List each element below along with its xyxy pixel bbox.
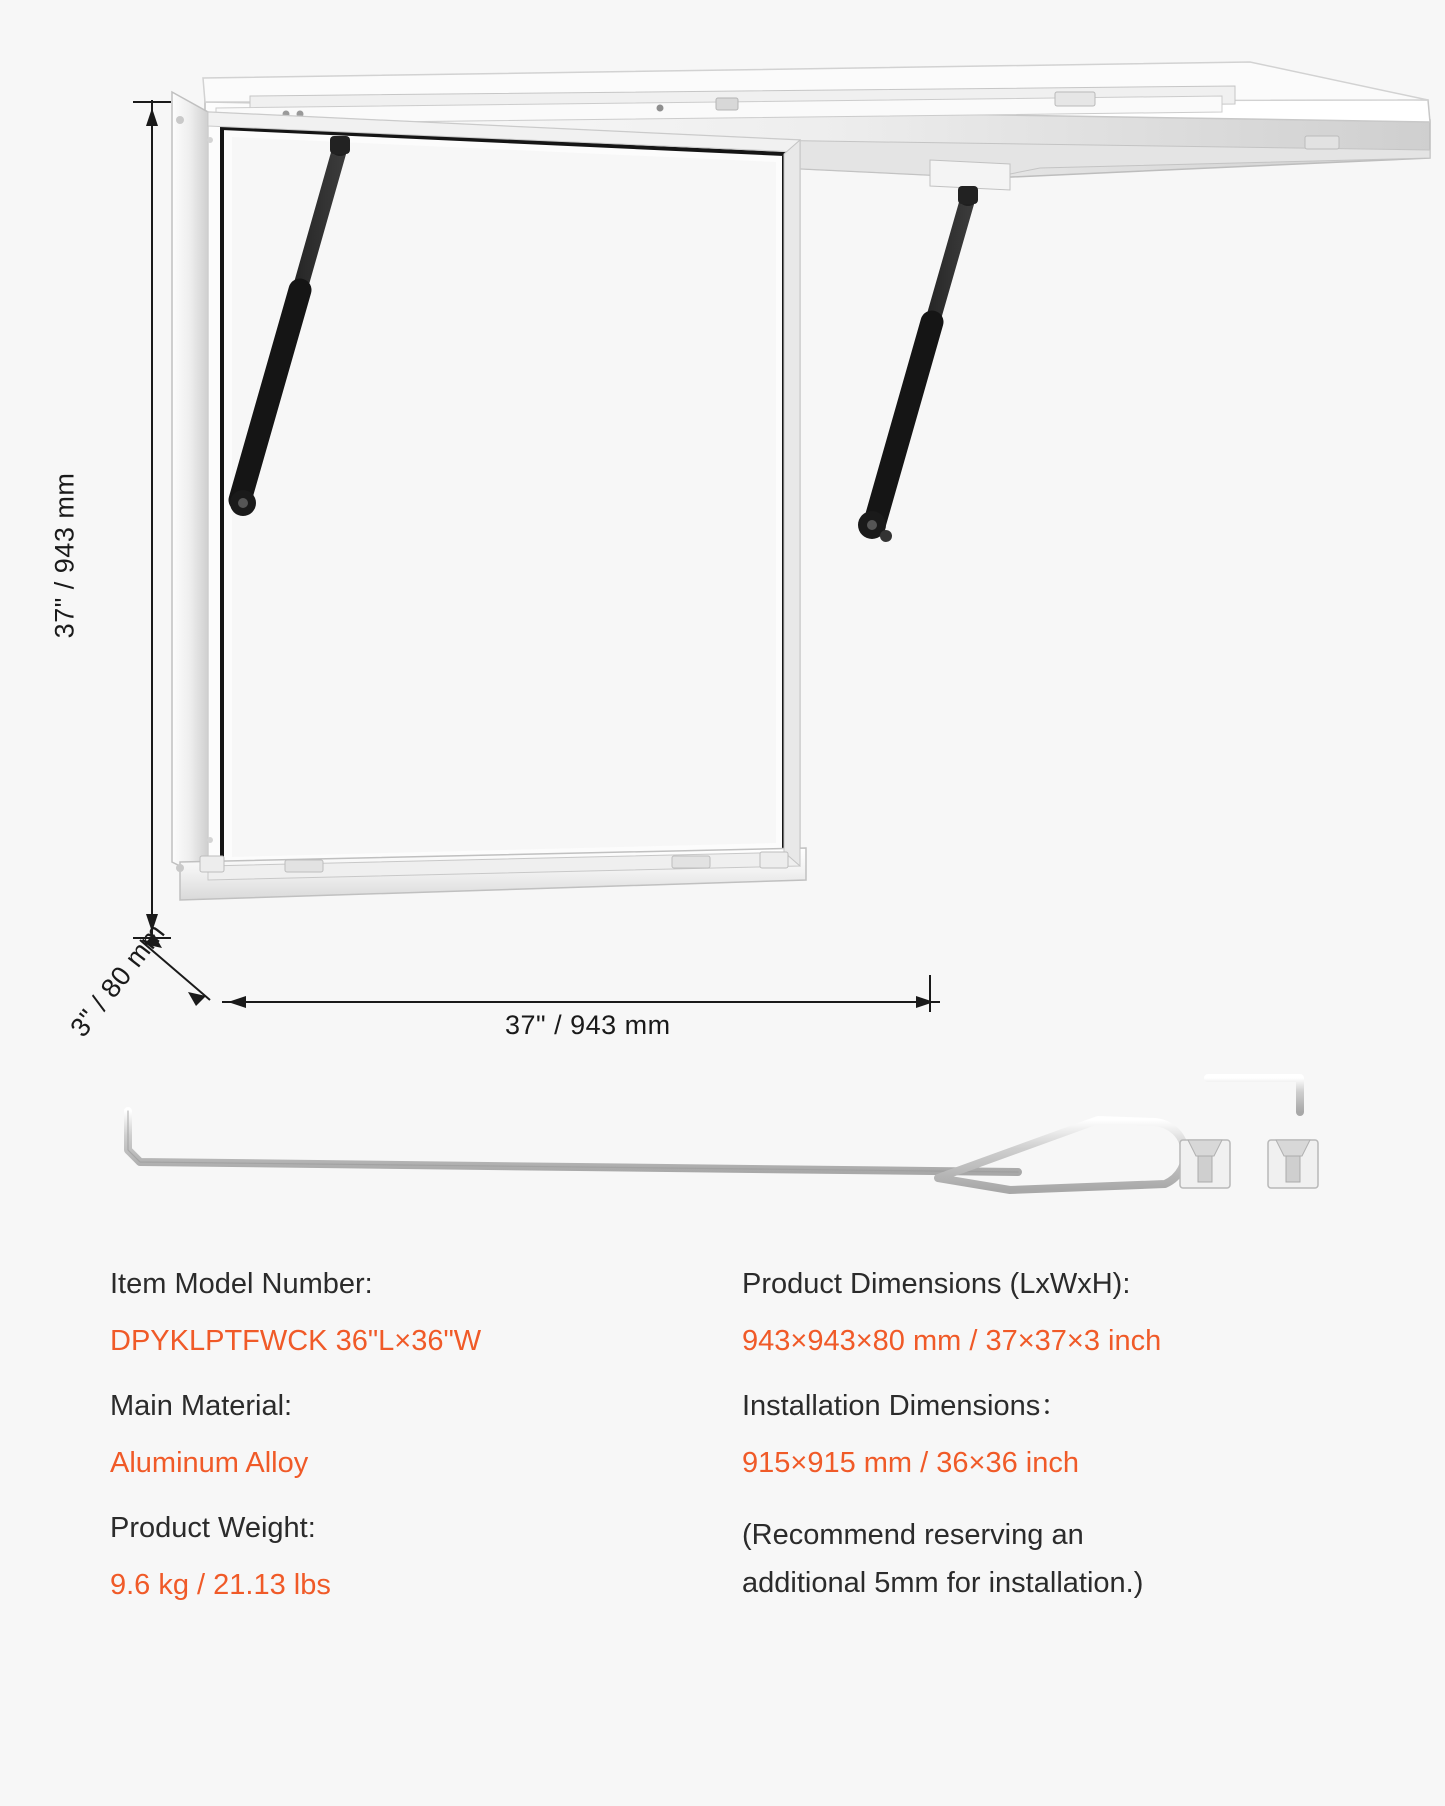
main-material-value: Aluminum Alloy <box>110 1447 309 1479</box>
installation-dimensions-value: 915×915 mm / 36×36 inch <box>742 1447 1079 1479</box>
installation-dimensions-label: Installation Dimensions： <box>742 1390 1070 1422</box>
product-dimensions-value: 943×943×80 mm / 37×37×3 inch <box>742 1325 1162 1357</box>
accessory-bracket-2 <box>1268 1140 1318 1188</box>
model-number-value: DPYKLPTFWCK 36"L×36"W <box>110 1325 482 1357</box>
dimension-depth-label: 3" / 80 mm <box>64 917 171 1043</box>
accessory-allen-key <box>1208 1078 1300 1112</box>
product-weight-value: 9.6 kg / 21.13 lbs <box>110 1569 331 1601</box>
accessory-bracket-1 <box>1180 1140 1230 1188</box>
product-dimensions-label: Product Dimensions (LxWxH): <box>742 1268 1131 1300</box>
main-material-label: Main Material: <box>110 1390 293 1422</box>
specification-table <box>0 1270 1445 1806</box>
installation-note-line-1: (Recommend reserving an <box>742 1519 1084 1551</box>
product-weight-label: Product Weight: <box>110 1512 316 1544</box>
accessory-long-rod <box>128 1111 1018 1172</box>
dimension-height-label: 37" / 943 mm <box>49 472 80 639</box>
model-number-label: Item Model Number: <box>110 1268 373 1300</box>
accessory-wire-handle <box>938 1120 1185 1190</box>
installation-note-line-2: additional 5mm for installation.) <box>742 1567 1144 1600</box>
door-frame <box>172 92 806 900</box>
dimension-width-label: 37" / 943 mm <box>505 1010 671 1040</box>
spec-column-left <box>110 1270 630 1636</box>
spec-column-right <box>742 1270 1382 1610</box>
gas-strut-right <box>858 186 978 542</box>
